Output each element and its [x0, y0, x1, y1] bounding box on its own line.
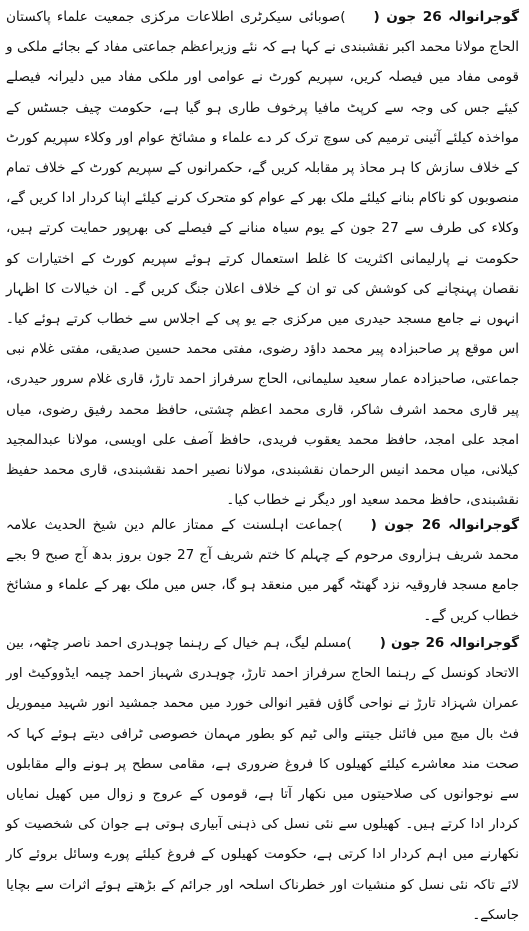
news-article-chehlum-announcement	[6, 510, 519, 631]
dateline: گوجرانوالہ 26 جون (	[370, 517, 519, 533]
dateline-closing-paren: )	[340, 9, 346, 25]
article-body: جماعت اہلسنت کے ممتاز عالم دین شیخ الحدیث علامہ محمد شریف ہزاروی مرحوم کے چہلم کا ختم شریف آج 27 جون بروز بدھ آج صبح 9 بجے جامع مسجد فاروقیہ نزد گھنٹہ گھر میں منعقد ہو گا، جس میں ملک بھر کے علماء و مشائخ خطاب کریں گے۔	[6, 517, 519, 624]
article-paragraph	[6, 510, 519, 631]
dateline-closing-paren: )	[346, 636, 352, 651]
dateline: گوجرانوالہ 26 جون (	[373, 9, 519, 25]
article-paragraph	[6, 629, 519, 931]
dateline-closing-paren: )	[337, 517, 343, 533]
article-body: مسلم لیگ، ہم خیال کے رہنما چوہدری احمد ناصر چٹھہ، بین الاتحاد کونسل کے رہنما الحاج سرفراز احمد تارڑ، چوہدری شہباز احمد چیمہ ایڈووکیٹ اور عمران شہزاد تارڑ نے نواحی گاؤں فقیر انوالی خورد میں محمد جمشید انور شہید میموریل فٹ بال میچ میں فائنل جیتنے والی ٹیم کو بطور مہمان خصوصی ٹرافی دیتے ہوئے کہا کہ صحت مند معاشرے کیلئے کھیلوں کا فروغ ضروری ہے، مقامی سطح پر ہونے والے مقابلوں سے نوجوانوں کی صلاحیتوں میں نکھار آتا ہے، قوموں کے عروج و زوال میں کھیل نمایاں کردار ادا کرتے ہیں۔ کھیلوں سے نئی نسل کی ذہنی آبیاری ہوتی ہے جوان کی شخصیت کو نکھارنے میں اہم کردار ادا کرتی ہے، حکومت کھیلوں کے فروغ کیلئے پورے وسائل بروئے کار لائے تاکہ نئی نسل کو منشیات اور خطرناک اسلحہ اور جرائم کے بڑھتے ہوئے اثرات سے بچایا جاسکے۔	[6, 636, 519, 923]
dateline: گوجرانوالہ 26 جون (	[379, 636, 519, 651]
news-article-football-final	[6, 629, 519, 931]
news-article-jup-statement	[6, 2, 519, 515]
article-paragraph	[6, 2, 519, 515]
article-body: صوبائی سیکرٹری اطلاعات مرکزی جمعیت علماء پاکستان الحاج مولانا محمد اکبر نقشبندی نے کہا ہے کہ نئے وزیراعظم جماعتی مفاد کے بجائے ملکی و قومی مفاد میں فیصلہ کریں، سپریم کورٹ نے عوامی اور ملکی مفاد میں دلیرانہ فیصلے کیئے جس کی وجہ سے کرپٹ مافیا پرخوف طاری ہو گیا ہے، حکومت چیف جسٹس کے مواخذہ کیلئے آئینی ترمیم کی سوچ ترک کر دے علماء و مشائخ عوام اور وکلاء سپریم کورٹ کے خلاف سازش کا ہر محاذ پر مقابلہ کریں گے، حکمرانوں کے سپریم کورٹ کے خلاف تمام منصوبوں کو ناکام بنانے کیلئے ملک بھر کے عوام کو متحرک کرنے کیلئے اپنا کردار ادا کریں گے، وکلاء کی طرف سے 27 جون کے یوم سیاہ منانے کے فیصلے کی بھرپور حمایت کرتے ہیں، حکومت نے پارلیمانی اکثریت کا غلط استعمال کرتے ہوئے سپریم کورٹ کے اختیارات کو نقصان پہنچانے کی کوشش کی تو ان کے خلاف اعلان جنگ کریں گے۔ ان خیالات کا اظہار انہوں نے جامع مسجد حیدری میں مرکزی جے یو پی کے اجلاس سے خطاب کرتے ہوئے کیا۔ اس موقع پر صاحبزادہ پیر محمد داؤد رضوی، مفتی محمد حسین صدیقی، مفتی غلام نبی جماعتی، صاحبزادہ عمار سعید سلیمانی، الحاج سرفراز احمد تارڑ، قاری غلام سرور حیدری، پیر قاری محمد اشرف شاکر، قاری محمد اعظم چشتی، حافظ محمد رفیق رضوی، میاں امجد علی امجد، حافظ محمد یعقوب فریدی، حافظ آصف علی اویسی، مولانا عبدالمجید کیلانی، میاں محمد انیس الرحمان نقشبندی، مولانا نصیر احمد نقشبندی، قاری محمد حفیظ نقشبندی، حافظ محمد سعید اور دیگر نے خطاب کیا۔	[6, 9, 519, 509]
